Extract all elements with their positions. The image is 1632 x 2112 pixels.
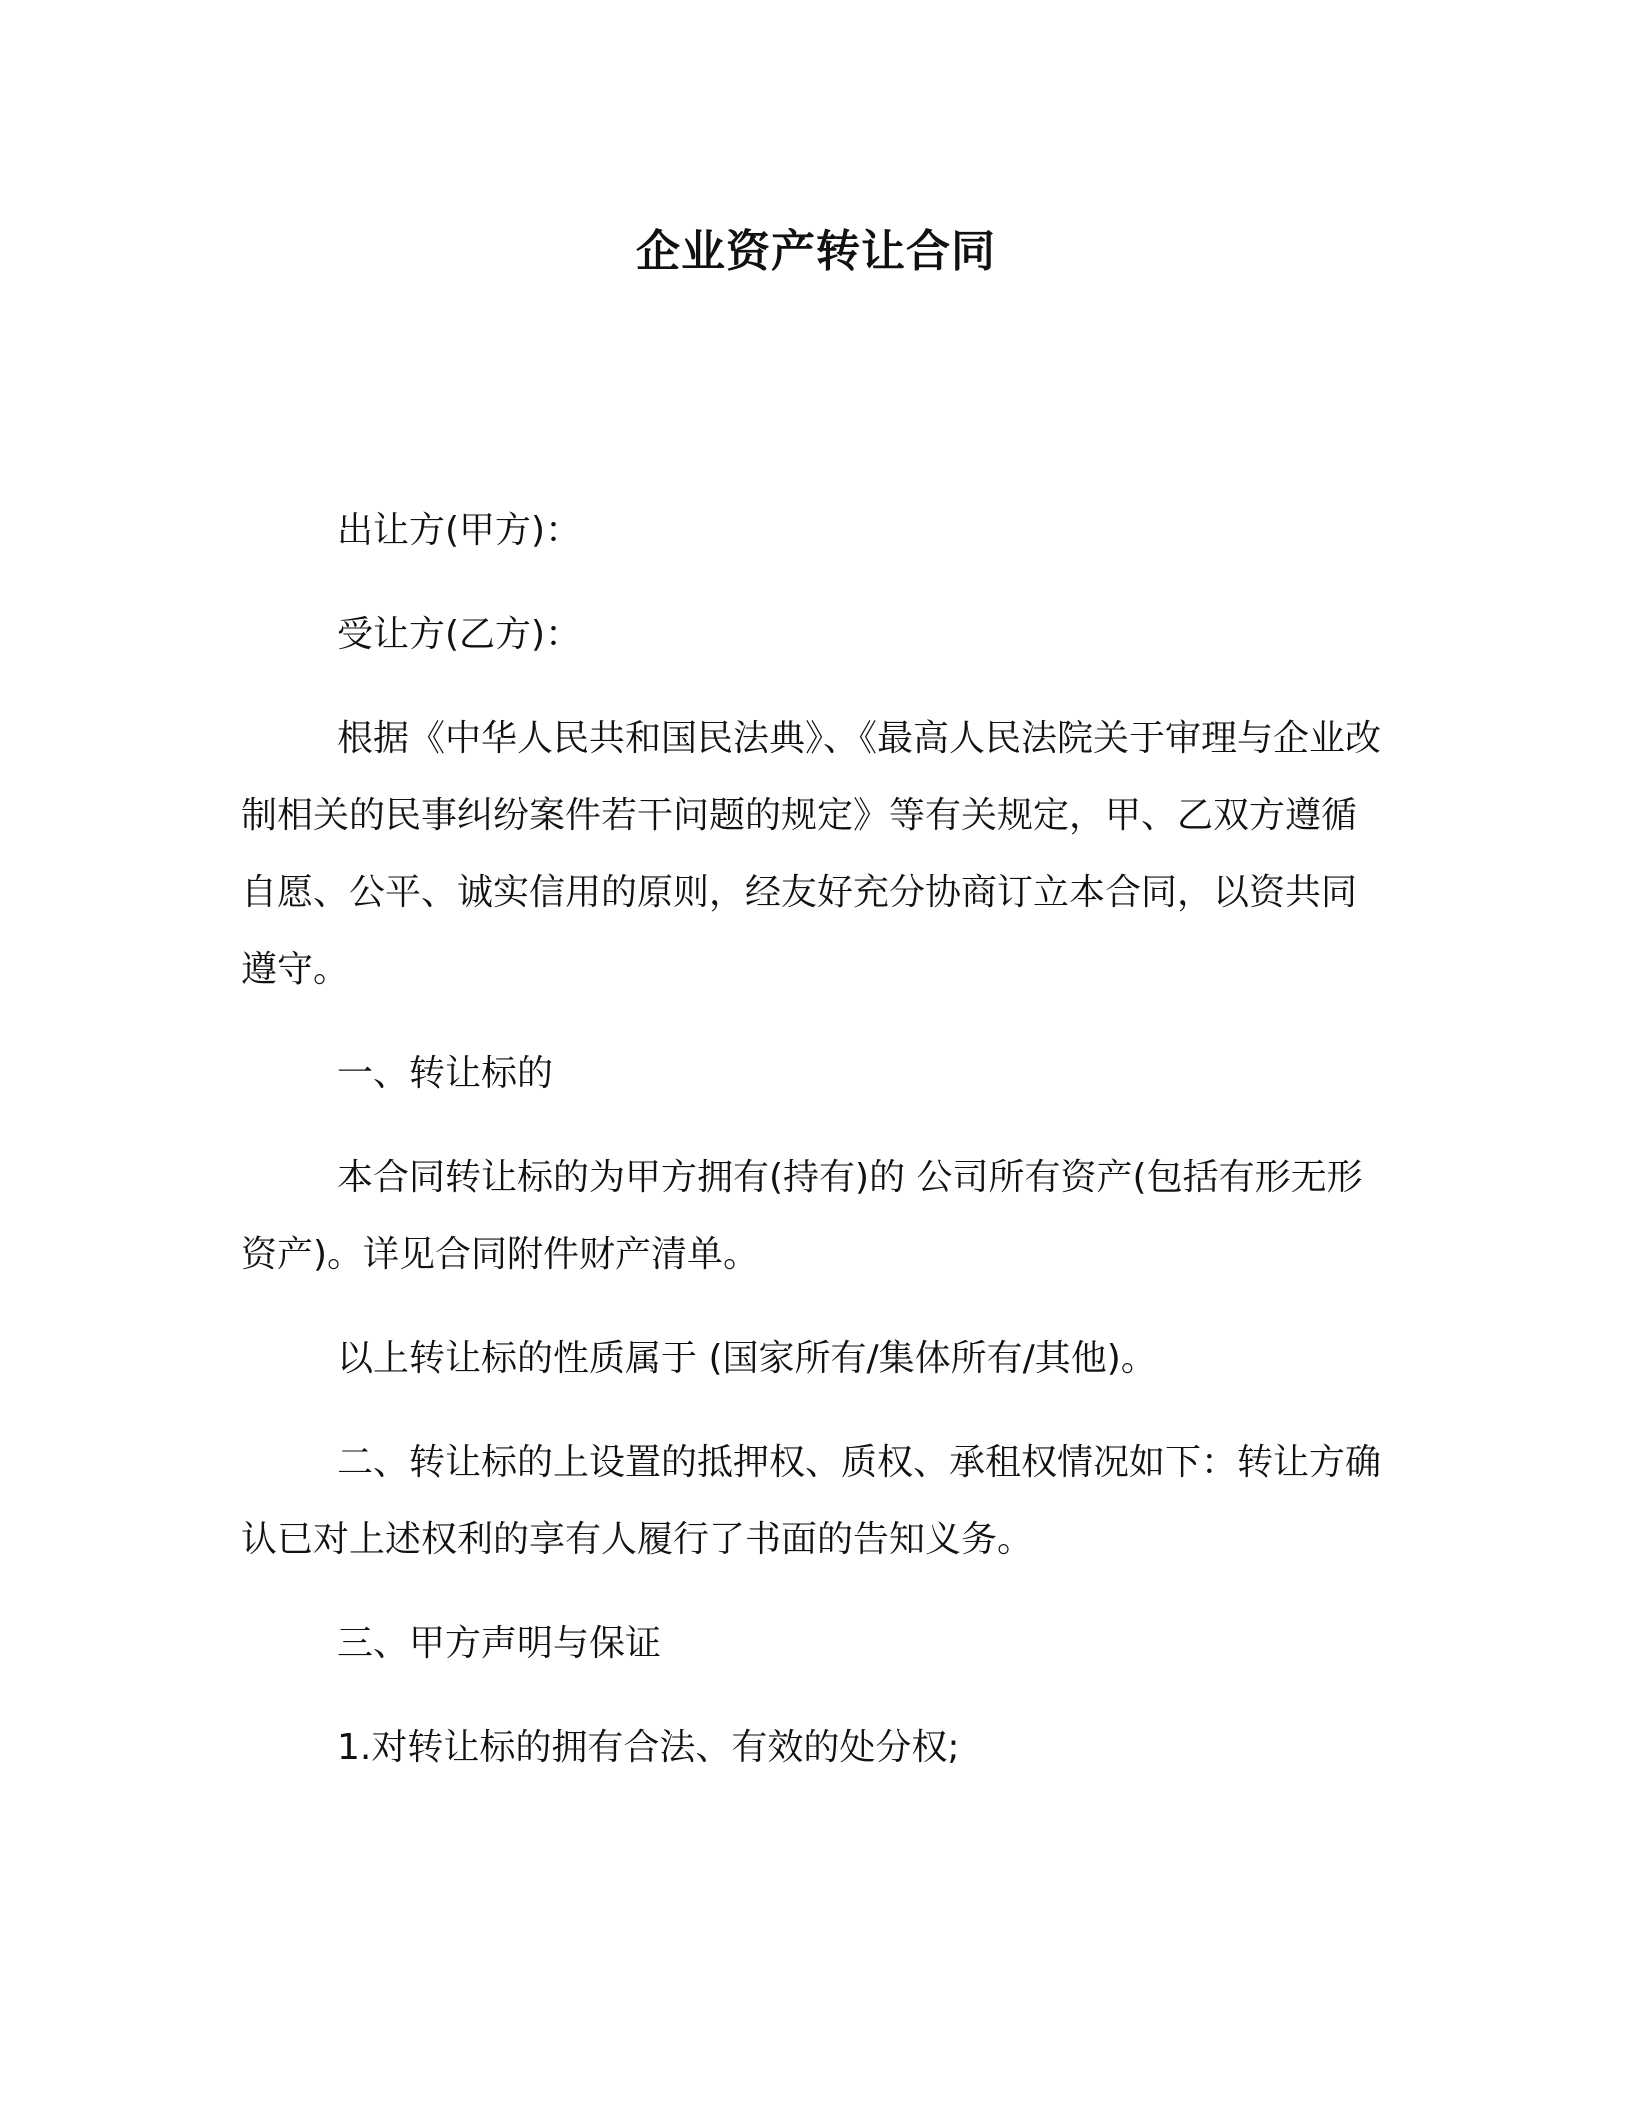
- transfer-subject-paragraph: 本合同转让标的为甲方拥有(持有)的 公司所有资产(包括有形无形资产)。详见合同附件财产清单。: [241, 1157, 1363, 1275]
- clause-1: 1.对转让标的拥有合法、有效的处分权;: [337, 1727, 960, 1768]
- section-heading-2: 二、转让标的上设置的抵押权、质权、承租权情况如下：转让方确认已对上述权利的享有人履行了书面的告知义务。: [241, 1442, 1382, 1560]
- document-body: [241, 492, 1383, 1813]
- section-heading-3: 三、甲方声明与保证: [337, 1623, 662, 1664]
- preamble-paragraph: 根据《中华人民共和国民法典》、《最高人民法院关于审理与企业改制相关的民事纠纷案件若干问题的规定》等有关规定，甲、乙双方遵循自愿、公平、诚实信用的原则，经友好充分协商订立本合同，以资共同遵守。: [241, 718, 1382, 990]
- section-heading-1: 一、转让标的: [337, 1053, 554, 1094]
- party-a-line: 出让方(甲方)：: [337, 510, 582, 551]
- party-b-line: 受让方(乙方)：: [337, 614, 582, 655]
- subject-nature-paragraph: 以上转让标的性质属于 (国家所有/集体所有/其他)。: [337, 1338, 1157, 1379]
- document-title: 企业资产转让合同: [636, 226, 996, 277]
